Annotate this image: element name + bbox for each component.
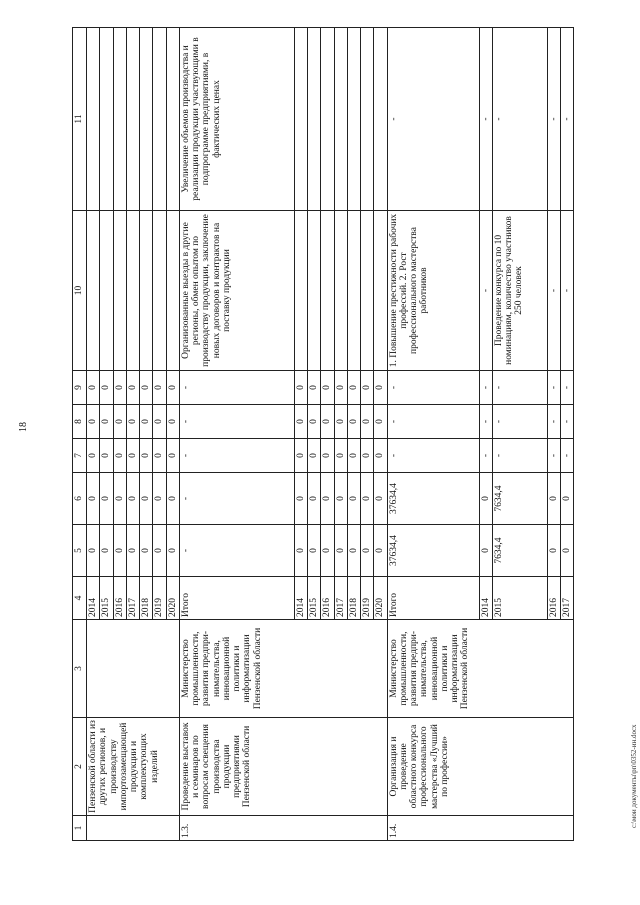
header-cell: 11 xyxy=(73,28,87,211)
year-cell: 2016 xyxy=(113,577,126,620)
header-cell: 4 xyxy=(73,577,87,620)
table-row: 2017 0 0 0 0 0 xyxy=(126,28,139,841)
header-cell: 3 xyxy=(73,620,87,718)
table-row: 2017 0 0 - - - - - xyxy=(561,28,574,841)
table-row: 2019 0 0 0 0 0 xyxy=(361,28,374,841)
header-cell: 5 xyxy=(73,525,87,577)
year-cell: 2014 xyxy=(87,577,100,620)
header-cell: 2 xyxy=(73,718,87,816)
activity-description: Проведение выставок и семинаров по вопросам освещения производства продукции предприятиями Пензенской области xyxy=(179,718,387,816)
expected-result: Проведение конкурса по 10 номинациям, количество участников 250 человек xyxy=(492,211,547,371)
table-row: 2019 0 0 0 0 0 xyxy=(153,28,166,841)
activity-description: Пензенской области из других регионов, и производству импортозамещающей продукции и комплектующих изделий xyxy=(87,718,180,816)
year-cell: 2017 xyxy=(126,577,139,620)
responsible-executor: Министерство промышленности, развития предпри-нимательства, инновационной политики и информатизации Пензенской области xyxy=(387,620,574,718)
expected-result: Организованные выезды в другие регионы, обмен опытом по производству продукции, заключение новых договоров и контрактов на поставку продукции xyxy=(179,211,294,371)
header-cell: 9 xyxy=(73,371,87,405)
itogo-cell: Итого xyxy=(179,577,294,620)
table-row: Пензенской области из других регионов, и производству импортозамещающей продукции и комплектующих изделий 2014 0 0 0 0 0 xyxy=(87,28,100,841)
header-cell: 7 xyxy=(73,439,87,473)
table-row: 2014 0 0 - - - - - xyxy=(479,28,492,841)
table-row: 2015 7634,4 7634,4 - - - Проведение конкурса по 10 номинациям, количество участников 250 человек - xyxy=(492,28,547,841)
year-cell: 2018 xyxy=(140,577,153,620)
responsible-executor: Министерство промышленности, развития предпри-нимательства, инновационной политики и информатизации Пензенской области xyxy=(179,620,387,718)
year-cell: 2015 xyxy=(100,577,113,620)
table-row: 1.3. Проведение выставок и семинаров по вопросам освещения производства продукции предприятиями Пензенской области Министерство промышленности, развития предпри-нимательства, инновационной политики и информатизации Пензенской области Итого - - - - - Организованные выезды в другие регионы, обмен опытом по производству продукции, заключение новых договоров и контрактов на поставку продукции Увеличение объемов производства и реализации продукции участвующими в подпрограмме предприятиями, в фактических ценах xyxy=(179,28,294,841)
activity-description: Организация и проведение областного конкурса профессионального мастерства «Лучший по профессии» xyxy=(387,718,574,816)
program-table xyxy=(72,27,574,841)
table-row: 2016 0 0 - - - - - xyxy=(547,28,560,841)
table-row: 2020 0 0 0 0 0 xyxy=(166,28,179,841)
table-row: 2020 0 0 0 0 0 xyxy=(374,28,387,841)
table-row: 2016 0 0 0 0 0 xyxy=(113,28,126,841)
year-cell: 2019 xyxy=(153,577,166,620)
page-number: 18 xyxy=(18,422,29,432)
table-row: 2016 0 0 0 0 0 xyxy=(321,28,334,841)
table-row: 2018 0 0 0 0 0 xyxy=(140,28,153,841)
table-row: 2015 0 0 0 0 0 xyxy=(308,28,321,841)
header-row xyxy=(73,28,87,841)
table-row: 2014 0 0 0 0 0 xyxy=(294,28,307,841)
footer-file-path: c:\мои документы\рп\0352-ин.docx xyxy=(630,724,638,828)
table-row: 1.4. Организация и проведение областного конкурса профессионального мастерства «Лучший по профессии» Министерство промышленности, развития предпри-нимательства, инновационной политики и информатизации Пензенской области Итого 37634,4 37634,4 - - - 1. Повышение престижности рабочих профессий. 2. Рост профессионального мастерства работников - xyxy=(387,28,479,841)
table-row: 2017 0 0 0 0 0 xyxy=(334,28,347,841)
table-row: 2018 0 0 0 0 0 xyxy=(347,28,360,841)
indicator: Увеличение объемов производства и реализации продукции участвующими в подпрограмме предприятиями, в фактических ценах xyxy=(179,28,294,211)
header-cell: 6 xyxy=(73,473,87,525)
header-cell: 10 xyxy=(73,211,87,371)
expected-result: 1. Повышение престижности рабочих профессий. 2. Рост профессионального мастерства работников xyxy=(387,211,479,371)
row-number: 1.3. xyxy=(179,816,387,841)
row-number: 1.4. xyxy=(387,816,574,841)
header-cell: 1 xyxy=(73,816,87,841)
table-row: 2015 0 0 0 0 0 xyxy=(100,28,113,841)
header-cell: 8 xyxy=(73,405,87,439)
year-cell: 2020 xyxy=(166,577,179,620)
